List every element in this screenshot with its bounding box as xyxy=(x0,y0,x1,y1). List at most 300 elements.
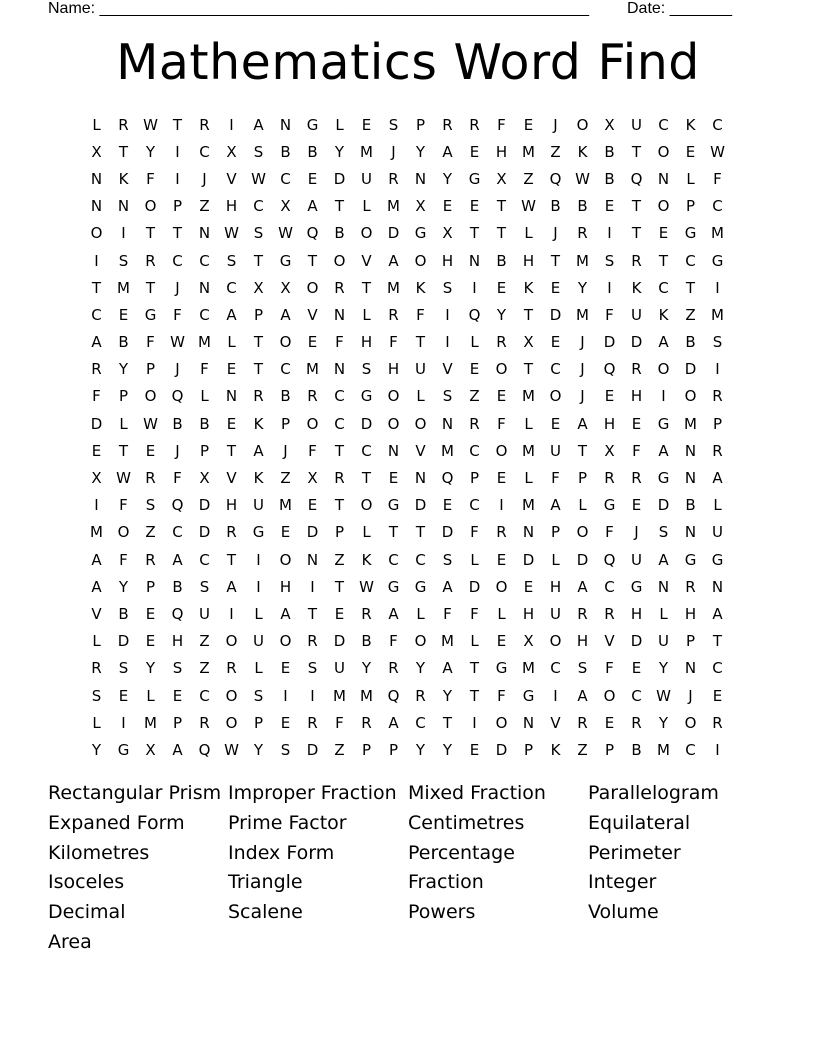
grid-letter[interactable]: E xyxy=(226,414,237,433)
grid-letter[interactable]: R xyxy=(496,523,507,542)
grid-letter[interactable]: F xyxy=(497,686,506,705)
grid-letter[interactable]: P xyxy=(172,197,183,216)
grid-letter[interactable]: K xyxy=(253,469,264,488)
grid-letter[interactable]: F xyxy=(335,333,344,352)
grid-letter[interactable]: E xyxy=(469,142,480,161)
grid-letter[interactable]: B xyxy=(604,142,615,161)
grid-letter[interactable]: O xyxy=(414,632,427,651)
grid-letter[interactable]: R xyxy=(226,659,237,678)
grid-letter[interactable]: Y xyxy=(442,740,453,759)
grid-letter[interactable]: T xyxy=(469,224,480,243)
grid-letter[interactable]: X xyxy=(91,142,102,161)
grid-letter[interactable]: L xyxy=(524,224,533,243)
grid-letter[interactable]: I xyxy=(661,387,666,406)
grid-letter[interactable]: E xyxy=(685,142,696,161)
grid-letter[interactable]: R xyxy=(631,360,642,379)
grid-letter[interactable]: M xyxy=(711,305,724,324)
grid-letter[interactable]: I xyxy=(607,278,612,297)
grid-letter[interactable]: J xyxy=(175,278,180,297)
grid-letter[interactable]: C xyxy=(550,360,561,379)
grid-letter[interactable]: G xyxy=(657,469,670,488)
grid-letter[interactable]: H xyxy=(630,604,643,623)
grid-letter[interactable]: T xyxy=(523,305,534,324)
grid-letter[interactable]: J xyxy=(283,441,288,460)
grid-letter[interactable]: S xyxy=(442,550,453,569)
grid-letter[interactable]: B xyxy=(631,740,642,759)
grid-letter[interactable]: N xyxy=(684,441,697,460)
grid-letter[interactable]: N xyxy=(117,197,130,216)
grid-letter[interactable]: X xyxy=(307,469,318,488)
grid-letter[interactable]: D xyxy=(684,360,697,379)
grid-letter[interactable]: L xyxy=(146,686,155,705)
grid-letter[interactable]: C xyxy=(199,550,210,569)
grid-letter[interactable]: P xyxy=(172,713,183,732)
grid-letter[interactable]: U xyxy=(361,169,372,188)
grid-letter[interactable]: X xyxy=(442,224,453,243)
grid-letter[interactable]: C xyxy=(280,360,291,379)
grid-letter[interactable]: H xyxy=(279,577,292,596)
grid-letter[interactable]: L xyxy=(470,550,479,569)
grid-letter[interactable]: F xyxy=(119,550,128,569)
grid-letter[interactable]: O xyxy=(576,523,589,542)
grid-letter[interactable]: E xyxy=(91,441,102,460)
grid-letter[interactable]: T xyxy=(334,496,345,515)
grid-letter[interactable]: F xyxy=(470,604,479,623)
grid-letter[interactable]: B xyxy=(685,333,696,352)
grid-letter[interactable]: Z xyxy=(199,197,210,216)
grid-letter[interactable]: I xyxy=(175,169,180,188)
grid-letter[interactable]: B xyxy=(685,496,696,515)
grid-letter[interactable]: B xyxy=(307,142,318,161)
grid-letter[interactable]: M xyxy=(711,224,724,243)
grid-letter[interactable]: X xyxy=(280,197,291,216)
grid-letter[interactable]: G xyxy=(360,387,373,406)
grid-letter[interactable]: Y xyxy=(361,659,372,678)
grid-letter[interactable]: T xyxy=(388,523,399,542)
grid-letter[interactable]: R xyxy=(118,115,129,134)
grid-letter[interactable]: B xyxy=(118,604,129,623)
grid-letter[interactable]: C xyxy=(172,523,183,542)
grid-letter[interactable]: O xyxy=(144,387,157,406)
grid-letter[interactable]: Z xyxy=(550,142,561,161)
grid-letter[interactable]: J xyxy=(553,224,558,243)
grid-letter[interactable]: Y xyxy=(442,169,453,188)
grid-letter[interactable]: B xyxy=(577,197,588,216)
grid-letter[interactable]: T xyxy=(334,441,345,460)
grid-letter[interactable]: R xyxy=(442,115,453,134)
grid-letter[interactable]: Y xyxy=(145,659,156,678)
grid-letter[interactable]: T xyxy=(118,142,129,161)
grid-letter[interactable]: N xyxy=(684,523,697,542)
grid-letter[interactable]: R xyxy=(361,604,372,623)
grid-letter[interactable]: U xyxy=(253,632,264,651)
grid-letter[interactable]: D xyxy=(603,333,616,352)
grid-letter[interactable]: N xyxy=(522,523,535,542)
grid-letter[interactable]: E xyxy=(523,577,534,596)
grid-letter[interactable]: S xyxy=(361,360,372,379)
grid-letter[interactable]: P xyxy=(469,469,480,488)
grid-letter[interactable]: E xyxy=(523,115,534,134)
grid-letter[interactable]: E xyxy=(604,197,615,216)
grid-letter[interactable]: O xyxy=(387,414,400,433)
grid-letter[interactable]: F xyxy=(605,523,614,542)
grid-letter[interactable]: T xyxy=(442,713,453,732)
grid-letter[interactable]: T xyxy=(469,659,480,678)
grid-letter[interactable]: N xyxy=(333,305,346,324)
grid-letter[interactable]: S xyxy=(118,251,129,270)
grid-letter[interactable]: G xyxy=(630,577,643,596)
grid-letter[interactable]: F xyxy=(713,169,722,188)
grid-letter[interactable]: O xyxy=(90,224,103,243)
grid-letter[interactable]: R xyxy=(145,550,156,569)
grid-letter[interactable]: Y xyxy=(118,577,129,596)
grid-letter[interactable]: V xyxy=(442,360,453,379)
grid-letter[interactable]: V xyxy=(550,713,561,732)
grid-letter[interactable]: Q xyxy=(171,387,184,406)
grid-letter[interactable]: A xyxy=(91,333,102,352)
grid-letter[interactable]: A xyxy=(307,197,318,216)
grid-letter[interactable]: I xyxy=(445,333,450,352)
grid-letter[interactable]: Z xyxy=(577,740,588,759)
grid-letter[interactable]: T xyxy=(415,333,426,352)
grid-letter[interactable]: L xyxy=(362,197,371,216)
grid-letter[interactable]: E xyxy=(307,333,318,352)
grid-letter[interactable]: C xyxy=(631,686,642,705)
grid-letter[interactable]: H xyxy=(171,632,184,651)
grid-letter[interactable]: V xyxy=(307,305,318,324)
grid-letter[interactable]: L xyxy=(200,387,209,406)
grid-letter[interactable]: U xyxy=(550,604,561,623)
grid-letter[interactable]: B xyxy=(604,169,615,188)
grid-letter[interactable]: J xyxy=(634,523,639,542)
grid-letter[interactable]: M xyxy=(306,360,319,379)
grid-letter[interactable]: L xyxy=(551,550,560,569)
grid-letter[interactable]: J xyxy=(175,360,180,379)
grid-letter[interactable]: O xyxy=(360,224,373,243)
grid-letter[interactable]: M xyxy=(522,659,535,678)
grid-letter[interactable]: W xyxy=(710,142,725,161)
grid-letter[interactable]: C xyxy=(658,115,669,134)
grid-letter[interactable]: L xyxy=(92,115,101,134)
grid-letter[interactable]: T xyxy=(523,360,534,379)
grid-letter[interactable]: X xyxy=(199,469,210,488)
grid-letter[interactable]: I xyxy=(472,278,477,297)
grid-letter[interactable]: I xyxy=(310,577,315,596)
grid-letter[interactable]: G xyxy=(414,577,427,596)
grid-letter[interactable]: S xyxy=(712,333,723,352)
grid-letter[interactable]: W xyxy=(278,224,293,243)
grid-letter[interactable]: J xyxy=(580,387,585,406)
grid-letter[interactable]: E xyxy=(550,414,561,433)
grid-letter[interactable]: L xyxy=(227,333,236,352)
grid-letter[interactable]: O xyxy=(333,251,346,270)
grid-letter[interactable]: D xyxy=(414,496,427,515)
grid-letter[interactable]: W xyxy=(656,686,671,705)
grid-letter[interactable]: D xyxy=(495,740,508,759)
grid-letter[interactable]: N xyxy=(198,278,211,297)
grid-letter[interactable]: Z xyxy=(280,469,291,488)
grid-letter[interactable]: C xyxy=(334,414,345,433)
grid-letter[interactable]: Y xyxy=(253,740,264,759)
grid-letter[interactable]: Q xyxy=(468,305,481,324)
grid-letter[interactable]: H xyxy=(387,360,400,379)
grid-letter[interactable]: Q xyxy=(603,360,616,379)
grid-letter[interactable]: O xyxy=(225,686,238,705)
grid-letter[interactable]: F xyxy=(119,496,128,515)
grid-letter[interactable]: L xyxy=(362,523,371,542)
grid-letter[interactable]: C xyxy=(172,251,183,270)
grid-letter[interactable]: J xyxy=(580,333,585,352)
grid-letter[interactable]: A xyxy=(442,577,453,596)
grid-letter[interactable]: K xyxy=(523,278,534,297)
grid-letter[interactable]: M xyxy=(576,251,589,270)
grid-letter[interactable]: S xyxy=(91,686,102,705)
grid-letter[interactable]: G xyxy=(144,305,157,324)
grid-letter[interactable]: K xyxy=(118,169,129,188)
grid-letter[interactable]: L xyxy=(362,305,371,324)
grid-letter[interactable]: L xyxy=(524,469,533,488)
grid-letter[interactable]: P xyxy=(577,469,588,488)
grid-letter[interactable]: E xyxy=(145,632,156,651)
grid-letter[interactable]: Z xyxy=(199,659,210,678)
grid-letter[interactable]: N xyxy=(225,387,238,406)
grid-letter[interactable]: F xyxy=(173,305,182,324)
grid-letter[interactable]: O xyxy=(657,197,670,216)
grid-letter[interactable]: D xyxy=(441,523,454,542)
grid-letter[interactable]: R xyxy=(712,387,723,406)
grid-letter[interactable]: I xyxy=(229,115,234,134)
grid-letter[interactable]: A xyxy=(658,441,669,460)
grid-letter[interactable]: N xyxy=(657,169,670,188)
grid-letter[interactable]: R xyxy=(91,360,102,379)
grid-letter[interactable]: P xyxy=(253,305,264,324)
grid-letter[interactable]: P xyxy=(280,414,291,433)
grid-letter[interactable]: H xyxy=(576,632,589,651)
grid-letter[interactable]: P xyxy=(712,414,723,433)
grid-letter[interactable]: A xyxy=(226,305,237,324)
grid-letter[interactable]: G xyxy=(522,686,535,705)
grid-letter[interactable]: X xyxy=(280,278,291,297)
grid-letter[interactable]: L xyxy=(578,496,587,515)
grid-letter[interactable]: R xyxy=(415,686,426,705)
grid-letter[interactable]: C xyxy=(658,278,669,297)
grid-letter[interactable]: Z xyxy=(685,305,696,324)
grid-letter[interactable]: I xyxy=(283,686,288,705)
grid-letter[interactable]: T xyxy=(91,278,102,297)
grid-letter[interactable]: X xyxy=(604,441,615,460)
grid-letter[interactable]: F xyxy=(497,414,506,433)
grid-letter[interactable]: E xyxy=(631,414,642,433)
grid-letter[interactable]: E xyxy=(469,740,480,759)
grid-letter[interactable]: B xyxy=(172,577,183,596)
grid-letter[interactable]: T xyxy=(307,604,318,623)
grid-letter[interactable]: H xyxy=(549,577,562,596)
grid-letter[interactable]: E xyxy=(496,469,507,488)
grid-letter[interactable]: E xyxy=(226,360,237,379)
grid-letter[interactable]: A xyxy=(280,604,291,623)
grid-letter[interactable]: P xyxy=(361,740,372,759)
grid-letter[interactable]: E xyxy=(442,496,453,515)
grid-letter[interactable]: G xyxy=(657,414,670,433)
grid-letter[interactable]: O xyxy=(117,523,130,542)
grid-letter[interactable]: R xyxy=(307,713,318,732)
grid-letter[interactable]: N xyxy=(684,469,697,488)
grid-letter[interactable]: X xyxy=(523,333,534,352)
grid-letter[interactable]: G xyxy=(711,251,724,270)
grid-letter[interactable]: O xyxy=(657,360,670,379)
grid-letter[interactable]: E xyxy=(631,659,642,678)
grid-letter[interactable]: S xyxy=(253,686,264,705)
grid-letter[interactable]: T xyxy=(550,251,561,270)
grid-letter[interactable]: Z xyxy=(334,740,345,759)
grid-letter[interactable]: Z xyxy=(199,632,210,651)
grid-letter[interactable]: T xyxy=(145,224,156,243)
grid-letter[interactable]: N xyxy=(414,169,427,188)
grid-letter[interactable]: O xyxy=(279,333,292,352)
grid-letter[interactable]: L xyxy=(119,414,128,433)
grid-letter[interactable]: G xyxy=(414,224,427,243)
grid-letter[interactable]: U xyxy=(658,632,669,651)
grid-letter[interactable]: F xyxy=(173,469,182,488)
grid-letter[interactable]: T xyxy=(118,441,129,460)
grid-letter[interactable]: Q xyxy=(441,469,454,488)
grid-letter[interactable]: Y xyxy=(442,686,453,705)
grid-letter[interactable]: C xyxy=(361,441,372,460)
grid-letter[interactable]: I xyxy=(94,251,99,270)
grid-letter[interactable]: T xyxy=(172,115,183,134)
grid-letter[interactable]: Q xyxy=(549,169,562,188)
grid-letter[interactable]: L xyxy=(470,632,479,651)
grid-letter[interactable]: C xyxy=(280,169,291,188)
grid-letter[interactable]: T xyxy=(712,632,723,651)
grid-letter[interactable]: C xyxy=(712,659,723,678)
grid-letter[interactable]: H xyxy=(225,197,238,216)
grid-letter[interactable]: G xyxy=(711,550,724,569)
grid-letter[interactable]: Y xyxy=(415,740,426,759)
grid-letter[interactable]: M xyxy=(360,142,373,161)
grid-letter[interactable]: B xyxy=(280,142,291,161)
grid-letter[interactable]: E xyxy=(361,115,372,134)
grid-letter[interactable]: O xyxy=(576,115,589,134)
grid-letter[interactable]: T xyxy=(334,577,345,596)
grid-letter[interactable]: I xyxy=(256,577,261,596)
grid-letter[interactable]: Y xyxy=(658,659,669,678)
grid-letter[interactable]: E xyxy=(550,278,561,297)
grid-letter[interactable]: P xyxy=(145,577,156,596)
grid-letter[interactable]: B xyxy=(496,251,507,270)
grid-letter[interactable]: L xyxy=(686,169,695,188)
grid-letter[interactable]: S xyxy=(253,142,264,161)
grid-letter[interactable]: O xyxy=(684,713,697,732)
grid-letter[interactable]: R xyxy=(145,469,156,488)
grid-letter[interactable]: W xyxy=(251,169,266,188)
grid-letter[interactable]: N xyxy=(522,713,535,732)
grid-letter[interactable]: C xyxy=(226,278,237,297)
grid-letter[interactable]: O xyxy=(306,278,319,297)
grid-letter[interactable]: K xyxy=(361,550,372,569)
grid-letter[interactable]: P xyxy=(199,441,210,460)
grid-letter[interactable]: Y xyxy=(415,142,426,161)
grid-letter[interactable]: T xyxy=(226,550,237,569)
grid-letter[interactable]: E xyxy=(631,496,642,515)
grid-letter[interactable]: R xyxy=(604,604,615,623)
grid-letter[interactable]: K xyxy=(550,740,561,759)
grid-letter[interactable]: S xyxy=(577,659,588,678)
grid-letter[interactable]: O xyxy=(279,550,292,569)
grid-letter[interactable]: A xyxy=(280,305,291,324)
grid-letter[interactable]: P xyxy=(145,360,156,379)
grid-letter[interactable]: I xyxy=(256,550,261,569)
grid-letter[interactable]: C xyxy=(415,550,426,569)
grid-letter[interactable]: R xyxy=(334,278,345,297)
grid-letter[interactable]: E xyxy=(145,604,156,623)
grid-letter[interactable]: M xyxy=(198,333,211,352)
grid-letter[interactable]: Q xyxy=(171,496,184,515)
grid-letter[interactable]: Q xyxy=(630,169,643,188)
grid-letter[interactable]: F xyxy=(389,333,398,352)
grid-letter[interactable]: D xyxy=(360,414,373,433)
grid-letter[interactable]: M xyxy=(90,523,103,542)
grid-letter[interactable]: C xyxy=(388,550,399,569)
grid-letter[interactable]: N xyxy=(333,360,346,379)
grid-letter[interactable]: O xyxy=(495,360,508,379)
grid-letter[interactable]: C xyxy=(469,496,480,515)
grid-letter[interactable]: E xyxy=(469,360,480,379)
grid-letter[interactable]: M xyxy=(576,305,589,324)
grid-letter[interactable]: A xyxy=(712,469,723,488)
grid-letter[interactable]: Q xyxy=(306,224,319,243)
grid-letter[interactable]: A xyxy=(577,577,588,596)
grid-letter[interactable]: M xyxy=(522,496,535,515)
grid-letter[interactable]: N xyxy=(90,169,103,188)
grid-letter[interactable]: F xyxy=(92,387,101,406)
grid-letter[interactable]: A xyxy=(172,550,183,569)
grid-letter[interactable]: I xyxy=(715,740,720,759)
grid-letter[interactable]: G xyxy=(279,251,292,270)
grid-letter[interactable]: F xyxy=(308,441,317,460)
grid-letter[interactable]: E xyxy=(118,686,129,705)
grid-letter[interactable]: Z xyxy=(523,169,534,188)
grid-letter[interactable]: V xyxy=(415,441,426,460)
grid-letter[interactable]: N xyxy=(657,577,670,596)
grid-letter[interactable]: W xyxy=(575,169,590,188)
grid-letter[interactable]: E xyxy=(442,197,453,216)
grid-letter[interactable]: D xyxy=(657,496,670,515)
grid-letter[interactable]: S xyxy=(307,659,318,678)
grid-letter[interactable]: Z xyxy=(469,387,480,406)
grid-letter[interactable]: F xyxy=(146,169,155,188)
grid-letter[interactable]: B xyxy=(280,387,291,406)
grid-letter[interactable]: Y xyxy=(145,142,156,161)
grid-letter[interactable]: C xyxy=(469,441,480,460)
grid-letter[interactable]: R xyxy=(199,115,210,134)
grid-letter[interactable]: K xyxy=(577,142,588,161)
grid-letter[interactable]: V xyxy=(91,604,102,623)
grid-letter[interactable]: P xyxy=(253,713,264,732)
grid-letter[interactable]: G xyxy=(684,224,697,243)
grid-letter[interactable]: T xyxy=(307,251,318,270)
grid-letter[interactable]: U xyxy=(334,659,345,678)
grid-letter[interactable]: R xyxy=(631,469,642,488)
grid-letter[interactable]: Z xyxy=(334,550,345,569)
grid-letter[interactable]: M xyxy=(441,441,454,460)
grid-letter[interactable]: F xyxy=(632,441,641,460)
grid-letter[interactable]: Y xyxy=(334,142,345,161)
grid-letter[interactable]: A xyxy=(550,496,561,515)
grid-letter[interactable]: N xyxy=(441,414,454,433)
grid-letter[interactable]: S xyxy=(280,740,291,759)
grid-letter[interactable]: T xyxy=(145,278,156,297)
